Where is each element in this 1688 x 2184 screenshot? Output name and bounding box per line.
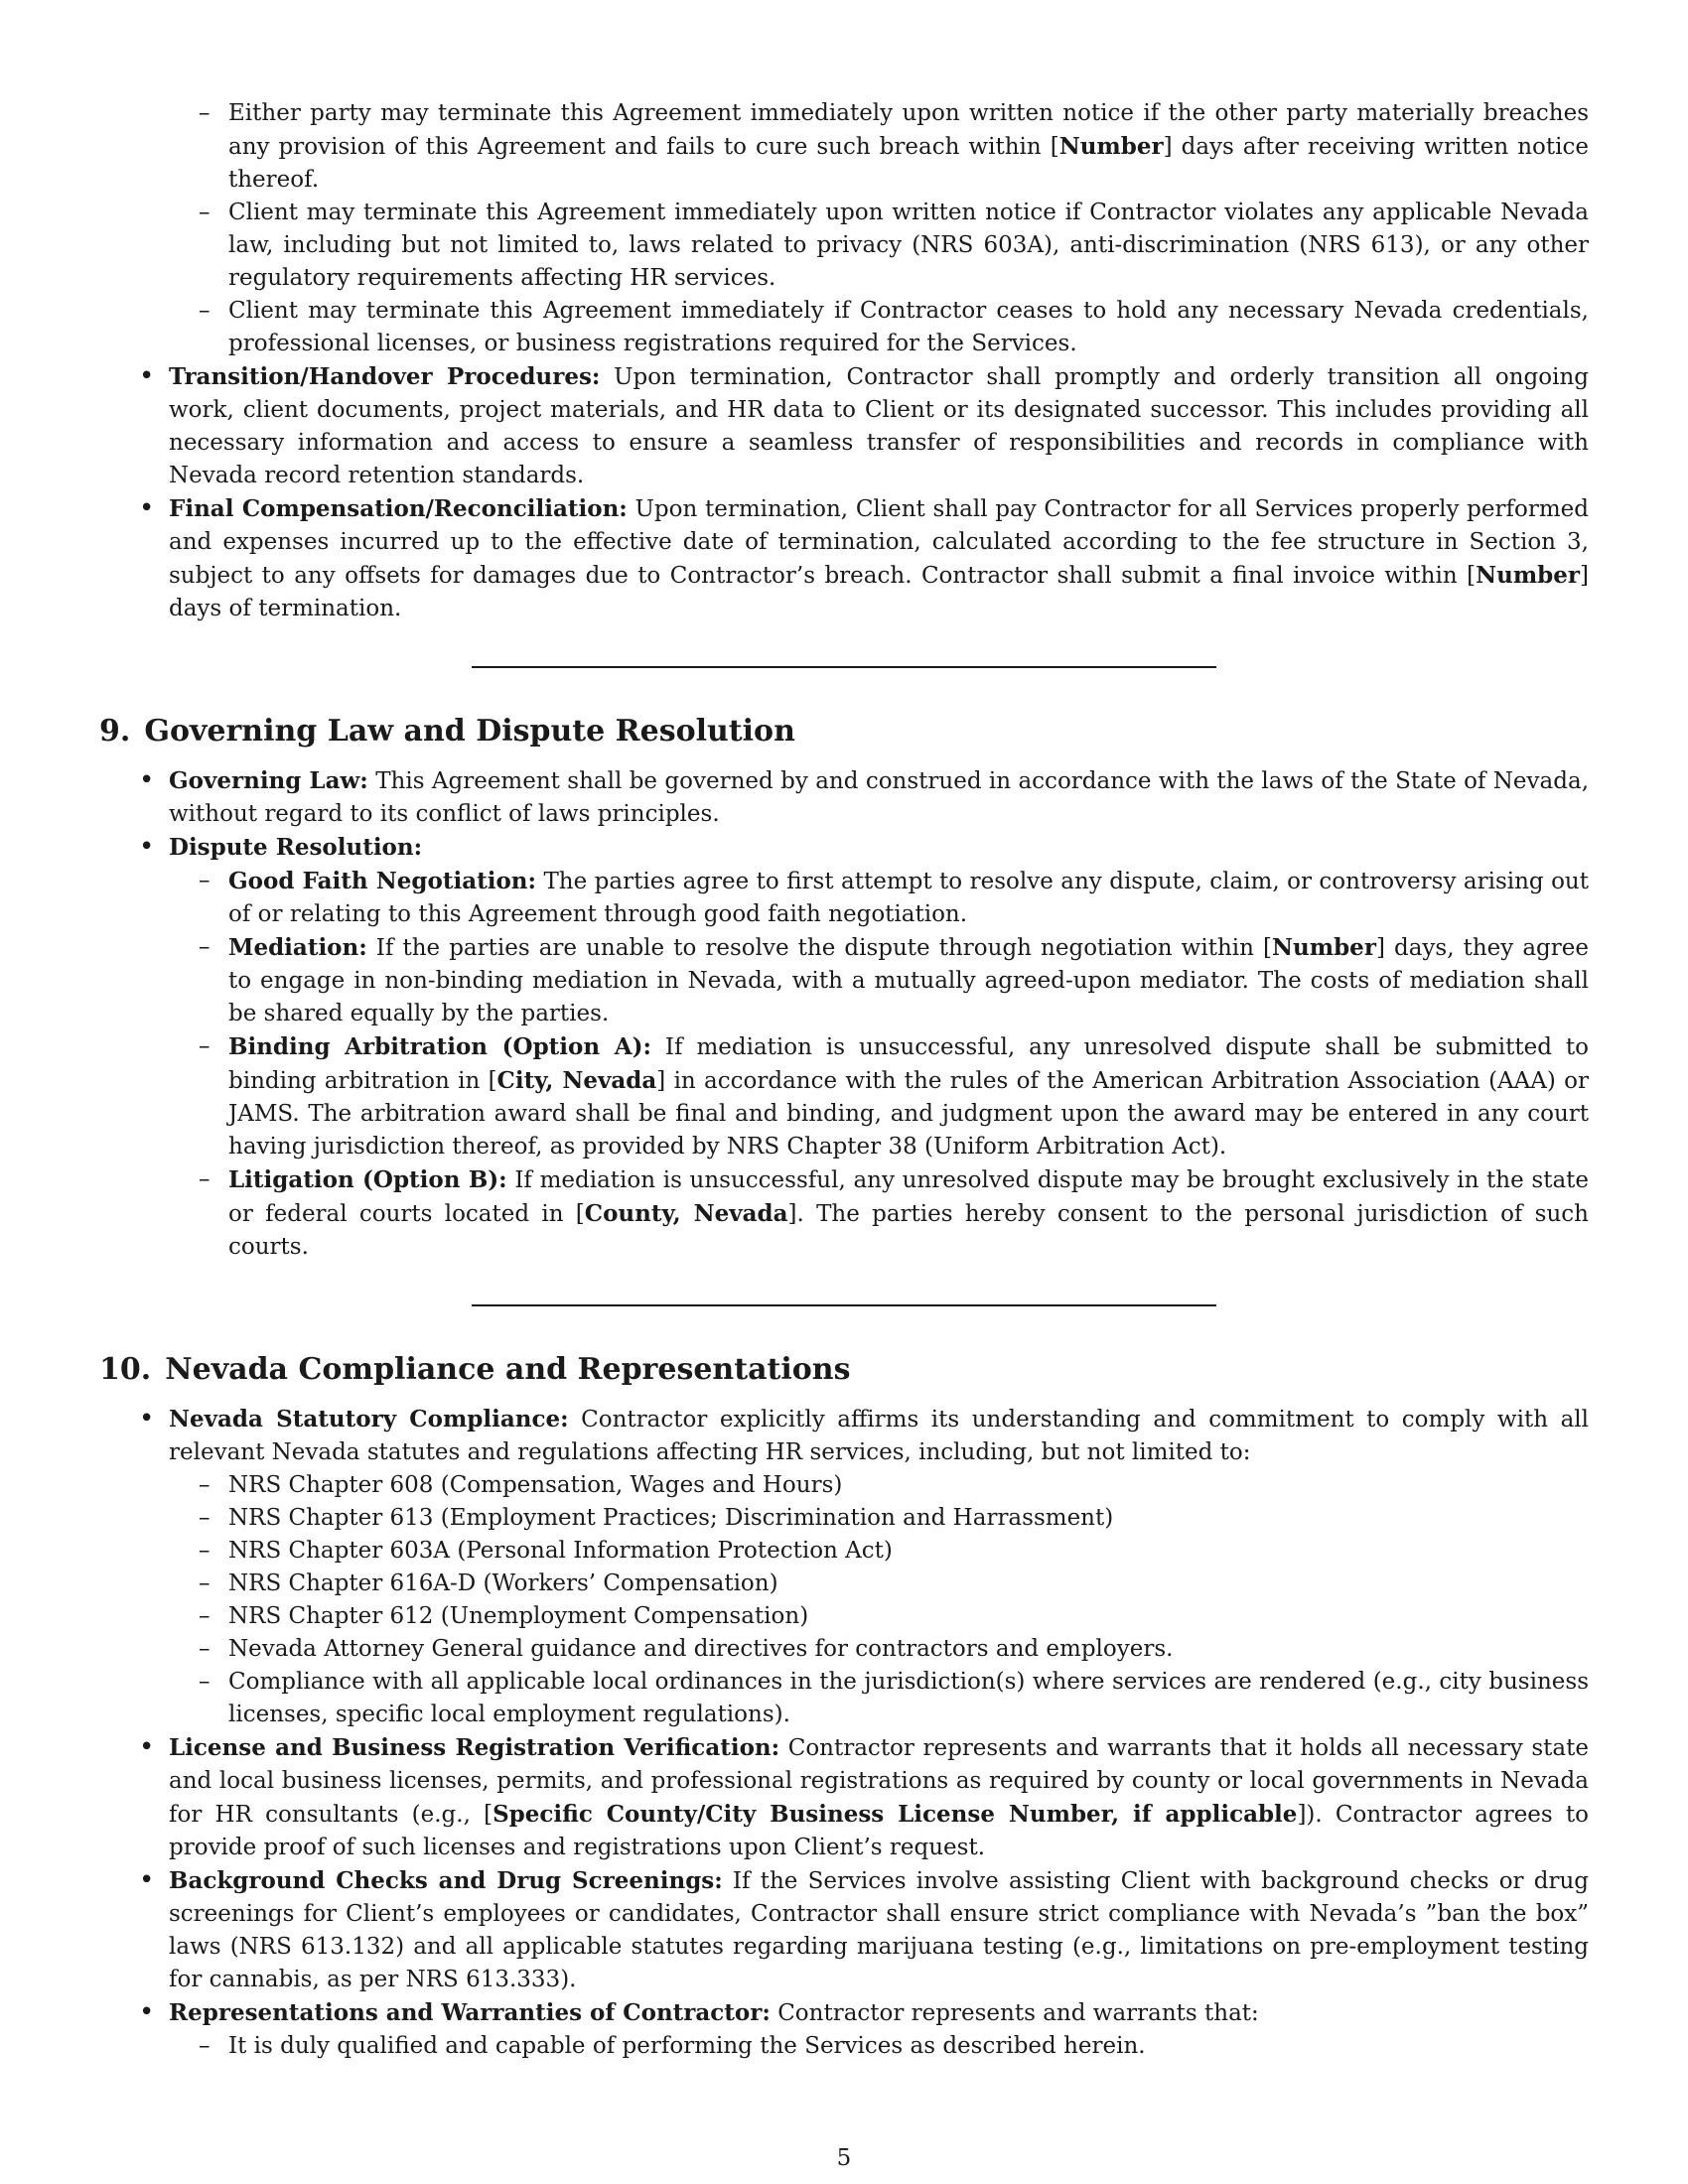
warranties-item: • Representations and Warranties of Contractor: Contractor represents and warrants that: – It is duly qualified and capable of performing the Services as described herein.: [169, 1996, 1589, 2063]
dispute-resolution-item: • Dispute Resolution: – Good Faith Negotiation: The parties agree to first attempt to resolve any dispute, claim, or controversy arising out of or relating to this Agreement through good faith negotiation. – Mediation: If the parties are unable to resolve the dispute through negotiation within [Number] days, they agree to engage in non-binding mediation in Nevada, with a mutually agreed-upon mediator. The costs of mediation shall be shared equally by the parties. – Binding Arbitration (Option A): If mediation is unsuccessful, any unresolved dispute shall be submitted to binding arbitration in [City, Nevada] in accordance with the rules of the American Arbitration Association (AAA) or JAMS. The arbitration award shall be final and binding, and judgment upon the award may be entered in any court having jurisdiction thereof, as provided by NRS Chapter 38 (Uniform Arbitration Act). – Litigation (Option B): If mediation is unsuccessful, any unresolved dispute may be brought exclusively in the state or federal courts located in [County, Nevada]. The parties hereby consent to the personal jurisdiction of such courts.: [169, 831, 1589, 1264]
section-divider: [472, 666, 1216, 668]
placeholder-number: Number: [1272, 934, 1376, 961]
license-verification-item: • License and Business Registration Verification: Contractor represents and warrants that it holds all necessary state and local business licenses, permits, and professional registrations as required by county or local governments in Nevada for HR consultants (e.g., [Specific County/City Business License Number, if applicable]). Contractor agrees to provide proof of such licenses and registrations upon Client’s request.: [169, 1731, 1589, 1864]
statute-item: – Nevada Attorney General guidance and directives for contractors and employers.: [228, 1633, 1589, 1666]
termination-list: [99, 360, 1589, 625]
background-checks-item: • Background Checks and Drug Screenings: If the Services involve assisting Client with background checks or drug screenings for Client’s employees or candidates, Contractor shall ensure strict compliance with Nevada’s ”ban the box” laws (NRS 613.132) and all applicable statutes regarding marijuana testing (e.g., limitations on pre-employment testing for cannabis, as per NRS 613.333).: [169, 1864, 1589, 1996]
mediation-item: – Mediation: If the parties are unable to resolve the dispute through negotiation within [Number] days, they agree to engage in non-binding mediation in Nevada, with a mutually agreed-upon mediator. The costs of mediation shall be shared equally by the parties.: [228, 931, 1589, 1030]
section-10-heading: 10. Nevada Compliance and Representations: [99, 1352, 851, 1387]
statute-item: – NRS Chapter 603A (Personal Information Protection Act): [228, 1535, 1589, 1568]
arbitration-item: – Binding Arbitration (Option A): If mediation is unsuccessful, any unresolved dispute shall be submitted to binding arbitration in [City, Nevada] in accordance with the rules of the American Arbitration Association (AAA) or JAMS. The arbitration award shall be final and binding, and judgment upon the award may be entered in any court having jurisdiction thereof, as provided by NRS Chapter 38 (Uniform Arbitration Act).: [228, 1030, 1589, 1163]
section-9-heading: 9. Governing Law and Dispute Resolution: [99, 714, 795, 749]
section-divider: [472, 1304, 1216, 1306]
statute-list: [169, 1469, 1589, 1731]
governing-law-item: • Governing Law: This Agreement shall be governed by and construed in accordance with the laws of the State of Nevada, without regard to its conflict of laws principles.: [169, 764, 1589, 831]
statute-item: – Compliance with all applicable local ordinances in the jurisdiction(s) where services are rendered (e.g., city business licenses, specific local employment regulations).: [228, 1666, 1589, 1731]
page-number: 5: [836, 2145, 852, 2171]
section-9-list: [99, 764, 1589, 1264]
placeholder-city: City, Nevada: [496, 1067, 657, 1094]
litigation-item: – Litigation (Option B): If mediation is unsuccessful, any unresolved dispute may be brought exclusively in the state or federal courts located in [County, Nevada]. The parties hereby consent to the personal jurisdiction of such courts.: [228, 1163, 1589, 1264]
dispute-resolution-sub-list: [169, 865, 1589, 1264]
transition-item: • Transition/Handover Procedures: Upon termination, Contractor shall promptly and orderly transition all ongoing work, client documents, project materials, and HR data to Client or its designated successor. This includes providing all necessary information and access to ensure a seamless transfer of responsibilities and records in compliance with Nevada record retention standards.: [169, 360, 1589, 492]
statutory-compliance-item: • Nevada Statutory Compliance: Contractor explicitly affirms its understanding and commitment to comply with all relevant Nevada statutes and regulations affecting HR services, including, but not limited to: – NRS Chapter 608 (Compensation, Wages and Hours) – NRS Chapter 613 (Employment Practices; Discrimination and Harrassment) – NRS Chapter 603A (Personal Information Protection Act) – NRS Chapter 616A-D (Workers’ Compensation) – NRS Chapter 612 (Unemployment Compensation) – Nevada Attorney General guidance and directives for contractors and employers. – Compliance with all applicable local ordinances in the jurisdiction(s) where services are rendered (e.g., city business licenses, specific local employment regulations).: [169, 1403, 1589, 1731]
placeholder-license-number: Specific County/City Business License Number, if applicable: [492, 1801, 1298, 1828]
termination-breach-item: – Either party may terminate this Agreement immediately upon written notice if the other party materially breaches any provision of this Agreement and fails to cure such breach within [Number] days after receiving written notice thereof.: [228, 97, 1589, 197]
placeholder-number: Number: [1476, 562, 1581, 589]
final-compensation-item: • Final Compensation/Reconciliation: Upon termination, Client shall pay Contractor for all Services properly performed and expenses incurred up to the effective date of termination, calculated according to the fee structure in Section 3, subject to any offsets for damages due to Contractor’s breach. Contractor shall submit a final invoice within [Number] days of termination.: [169, 492, 1589, 625]
statute-item: – NRS Chapter 608 (Compensation, Wages and Hours): [228, 1469, 1589, 1502]
page-content: [99, 97, 1589, 2063]
section-10-list: [99, 1403, 1589, 2063]
warranty-item: – It is duly qualified and capable of performing the Services as described herein.: [228, 2030, 1589, 2063]
placeholder-number: Number: [1058, 133, 1164, 160]
statute-item: – NRS Chapter 616A-D (Workers’ Compensation): [228, 1568, 1589, 1600]
negotiation-item: – Good Faith Negotiation: The parties agree to first attempt to resolve any dispute, claim, or controversy arising out of or relating to this Agreement through good faith negotiation.: [228, 865, 1589, 931]
statute-item: – NRS Chapter 612 (Unemployment Compensation): [228, 1600, 1589, 1633]
termination-credentials-item: – Client may terminate this Agreement immediately if Contractor ceases to hold any necessary Nevada credentials, professional licenses, or business registrations required for the Services.: [228, 295, 1589, 360]
termination-law-violation-item: – Client may terminate this Agreement immediately upon written notice if Contractor violates any applicable Nevada law, including but not limited to, laws related to privacy (NRS 603A), anti-discrimination (NRS 613), or any other regulatory requirements affecting HR services.: [228, 197, 1589, 295]
warranties-sub-list: [169, 2030, 1589, 2063]
termination-sub-list: [228, 97, 1589, 360]
statute-item: – NRS Chapter 613 (Employment Practices; Discrimination and Harrassment): [228, 1502, 1589, 1535]
placeholder-county: County, Nevada: [584, 1200, 788, 1227]
